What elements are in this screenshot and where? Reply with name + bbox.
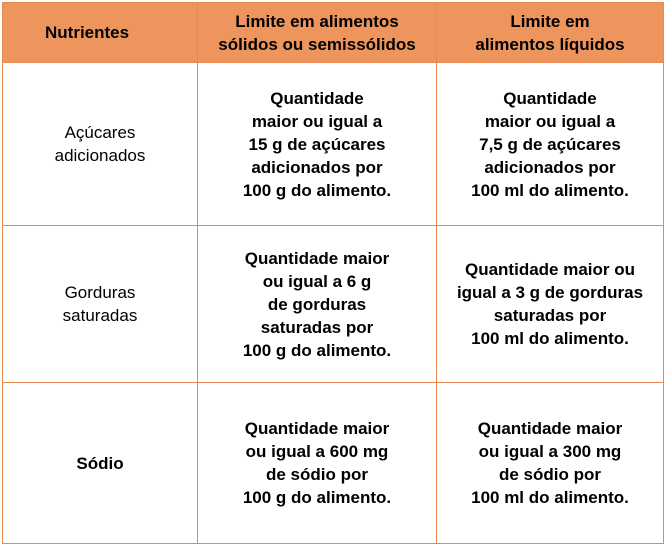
limit-text-line: saturadas por (260, 317, 374, 337)
solid-limit-cell-sodium (198, 383, 437, 544)
limit-text-line: Quantidade (270, 88, 364, 108)
limit-text-line: adicionados por (484, 157, 616, 177)
nutrient-cell-sugars (3, 63, 198, 226)
limit-text-line: Quantidade maior (244, 419, 390, 438)
nutrient-name-line-2: adicionados (54, 146, 146, 165)
nutrient-cell-saturated-fats (3, 226, 198, 383)
header-liquid-line-1: Limite em (510, 11, 590, 31)
limit-text-line: 7,5 g de açúcares (479, 134, 621, 154)
limit-text-line: ou igual a 600 mg (245, 442, 389, 461)
header-row (3, 3, 664, 63)
limit-text-line: adicionados por (251, 157, 383, 177)
limit-text-line: Quantidade maior ou (464, 260, 636, 279)
limit-text-line: saturadas por (493, 306, 607, 325)
limit-text-line: maior ou igual a (251, 111, 383, 131)
nutrient-name-line-2: saturadas (62, 306, 138, 325)
header-liquid-line-2: alimentos líquidos (475, 34, 625, 54)
solid-limit-cell-saturated-fats (198, 226, 437, 383)
liquid-limit-cell-sugars (437, 63, 664, 226)
header-liquid-limit (437, 3, 664, 63)
limit-text-line: 100 ml do alimento. (471, 488, 629, 507)
limit-text-line: 15 g de açúcares (248, 134, 386, 154)
solid-limit-cell-sugars (198, 63, 437, 226)
limit-text-line: de sódio por (499, 465, 601, 484)
limit-text-line: ou igual a 6 g (262, 271, 372, 291)
limit-text-line: 100 g do alimento. (242, 340, 392, 360)
table-row-saturated-fats (3, 226, 664, 383)
limit-text-line: de gorduras (267, 294, 367, 314)
header-solid-line-1: Limite em alimentos (235, 11, 399, 31)
nutrient-cell-sodium (3, 383, 198, 544)
nutrient-limits-table (2, 2, 664, 544)
nutrient-name-line-1: Sódio (76, 453, 124, 473)
header-solid-limit (198, 3, 437, 63)
limit-text-line: maior ou igual a (484, 111, 616, 131)
limit-text-line: 100 g do alimento. (242, 488, 392, 507)
limit-text-line: Quantidade (503, 88, 597, 108)
table-row-sugars (3, 63, 664, 226)
header-nutrientes (3, 3, 198, 63)
limit-text-line: 100 g do alimento. (242, 180, 392, 200)
header-nutrientes-label: Nutrientes (45, 23, 130, 42)
header-solid-line-2: sólidos ou semissólidos (218, 34, 416, 54)
limit-text-line: 100 ml do alimento. (471, 180, 629, 200)
limit-text-line: 100 ml do alimento. (471, 329, 629, 348)
table-row-sodium (3, 383, 664, 544)
liquid-limit-cell-saturated-fats (437, 226, 664, 383)
nutrient-name-line-1: Gorduras (64, 283, 136, 302)
limit-text-line: igual a 3 g de gorduras (456, 283, 644, 302)
limit-text-line: ou igual a 300 mg (478, 442, 622, 461)
nutrient-name-line-1: Açúcares (64, 123, 136, 142)
limit-text-line: Quantidade maior (477, 419, 623, 438)
limit-text-line: de sódio por (266, 465, 368, 484)
limit-text-line: Quantidade maior (244, 248, 390, 268)
liquid-limit-cell-sodium (437, 383, 664, 544)
